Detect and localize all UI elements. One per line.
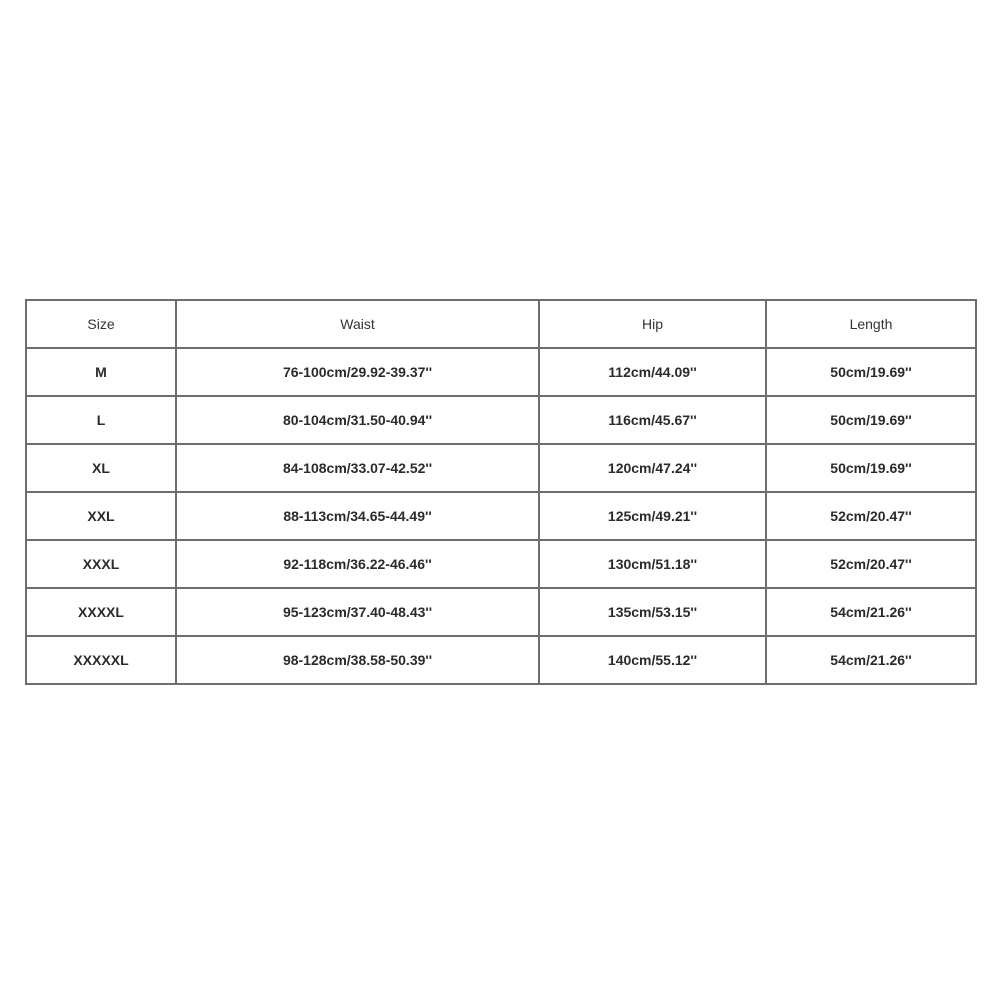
cell-hip: 130cm/51.18'': [539, 540, 766, 588]
cell-length: 50cm/19.69'': [766, 348, 976, 396]
cell-length: 52cm/20.47'': [766, 540, 976, 588]
cell-hip: 112cm/44.09'': [539, 348, 766, 396]
header-row: [26, 300, 976, 348]
cell-length: 54cm/21.26'': [766, 588, 976, 636]
cell-size: XXXXXL: [26, 636, 176, 684]
cell-waist: 92-118cm/36.22-46.46'': [176, 540, 539, 588]
cell-size: XXXXL: [26, 588, 176, 636]
cell-waist: 80-104cm/31.50-40.94'': [176, 396, 539, 444]
table-row: [26, 492, 976, 540]
header-size: Size: [26, 300, 176, 348]
table-body: [26, 348, 976, 684]
cell-size: XXL: [26, 492, 176, 540]
cell-waist: 84-108cm/33.07-42.52'': [176, 444, 539, 492]
header-hip: Hip: [539, 300, 766, 348]
cell-size: XXXL: [26, 540, 176, 588]
table-row: [26, 396, 976, 444]
cell-hip: 135cm/53.15'': [539, 588, 766, 636]
table-row: [26, 540, 976, 588]
size-chart-table: [25, 299, 977, 685]
cell-hip: 125cm/49.21'': [539, 492, 766, 540]
table-row: [26, 636, 976, 684]
cell-hip: 120cm/47.24'': [539, 444, 766, 492]
table-row: [26, 348, 976, 396]
cell-hip: 116cm/45.67'': [539, 396, 766, 444]
table-row: [26, 588, 976, 636]
cell-size: L: [26, 396, 176, 444]
table-row: [26, 444, 976, 492]
cell-waist: 98-128cm/38.58-50.39'': [176, 636, 539, 684]
cell-waist: 88-113cm/34.65-44.49'': [176, 492, 539, 540]
cell-length: 52cm/20.47'': [766, 492, 976, 540]
cell-waist: 95-123cm/37.40-48.43'': [176, 588, 539, 636]
cell-hip: 140cm/55.12'': [539, 636, 766, 684]
cell-size: M: [26, 348, 176, 396]
cell-waist: 76-100cm/29.92-39.37'': [176, 348, 539, 396]
cell-length: 50cm/19.69'': [766, 444, 976, 492]
table-header: [26, 300, 976, 348]
cell-length: 50cm/19.69'': [766, 396, 976, 444]
header-length: Length: [766, 300, 976, 348]
header-waist: Waist: [176, 300, 539, 348]
cell-length: 54cm/21.26'': [766, 636, 976, 684]
cell-size: XL: [26, 444, 176, 492]
